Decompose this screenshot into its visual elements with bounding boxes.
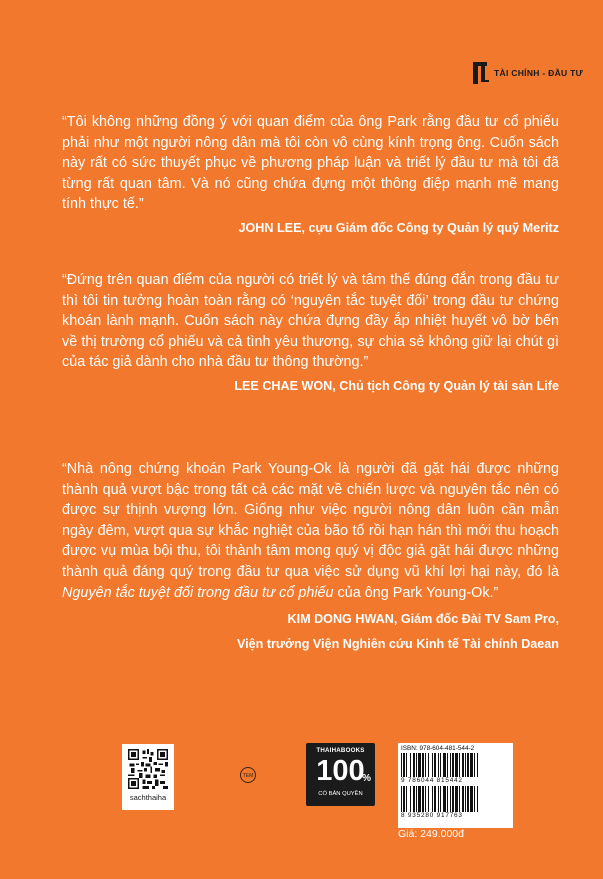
quote-author: KIM DONG HWAN,	[287, 612, 398, 627]
category-label: TÀI CHÍNH - ĐẦU TƯ	[494, 68, 583, 78]
book-title-italic: Nguyên tắc tuyệt đối trong đầu tư cổ phiếu	[62, 584, 334, 601]
quote-block	[62, 270, 559, 398]
ean-barcode-icon	[401, 786, 510, 812]
quote-text-part: của ông Park Young-Ok.”	[333, 584, 499, 601]
ean-digits: 8 935280 917763	[401, 812, 463, 819]
quote-text-part: “Nhà nông chứng khoán Park Young-Ok là người đã gặt hái được những thành quả vượt bậc trong tất cả các mặt về chiến lược và nguyên tắc nên có được sự thịnh vượng lớn. Giống như việc người nông dân luôn cần mẫn ngày đêm, vượt qua sự khắc nghiệt của bão tố rồi hạn hán thì mới thu hoạch được vụ mùa bội thu, tôi thành tâm mong quý vị độc giả gặt hái được những thành quả đáng quý trong đầu tư qua việc sử dụng vũ khí lợi hại này, đó là	[62, 461, 559, 580]
quote-text	[62, 459, 559, 603]
quote-block	[62, 112, 559, 240]
quote-author-role-2: Viện trưởng Viện Nghiên cứu Kinh tế Tài chính Daean	[236, 637, 559, 652]
badge-percent: %	[362, 773, 371, 784]
quote-attribution	[62, 375, 559, 398]
qr-code-icon	[128, 749, 168, 789]
price-label: Giá: 249.000đ	[398, 828, 464, 840]
badge-number: 100	[316, 755, 365, 787]
quote-attribution	[62, 217, 559, 240]
quote-block	[62, 459, 559, 657]
isbn-text: ISBN: 978-604-481-544-2	[401, 745, 475, 752]
badge-brand: THAIHABOOKS	[316, 747, 365, 754]
quote-author: LEE CHAE WON,	[234, 378, 336, 393]
isbn-digits: 9 786044 815442	[401, 777, 463, 784]
isbn-barcode-icon	[401, 753, 510, 777]
quote-text: “Đứng trên quan điểm của người có triết lý và tâm thế đúng đắn trong đầu tư thì tôi tin tưởng hoàn toàn rằng có ‘nguyên tắc tuyệt đối’ trong đầu tư chứng khoán lành mạnh. Cuốn sách này chứa đựng đầy ắp nhiệt huyết vô bờ bến về thị trường cổ phiếu và cả tình yêu thương, sự chia sẻ không giữ lại chút gì của tác giả dành cho nhà đầu tư thông thường.”	[62, 272, 559, 371]
barcode-panel	[398, 743, 513, 828]
badge-caption: CÓ BẢN QUYỀN	[318, 791, 363, 797]
quote-attribution	[62, 607, 559, 657]
thaiha-logo-icon	[473, 62, 489, 84]
quote-author-role: cựu Giám đốc Công ty Quản lý quỹ Meritz	[308, 220, 559, 235]
quote-text: “Tôi không những đồng ý với quan điểm của ông Park rằng đầu tư cổ phiếu phải như một người nông dân mà tôi còn vô cùng kính trọng ông. Cuốn sách này rất có sức thuyết phục về phương pháp luận và triết lý đầu tư mà tôi đã từng rất quan tâm. Và nó cũng chứa đựng một thông điệp mạnh mẽ mang tính thực tế.”	[62, 114, 559, 213]
quote-author-role: Giám đốc Đài TV Sam Pro,	[400, 612, 559, 627]
publisher-brand	[473, 62, 583, 84]
qr-label: sachthaiha	[129, 793, 167, 802]
qr-code[interactable]	[122, 744, 174, 810]
tem-stamp: TEM	[240, 767, 256, 783]
quote-author: JOHN LEE,	[238, 220, 305, 235]
copyright-badge	[306, 743, 375, 806]
quote-author-role: Chủ tịch Công ty Quản lý tài sản Life	[339, 378, 559, 393]
